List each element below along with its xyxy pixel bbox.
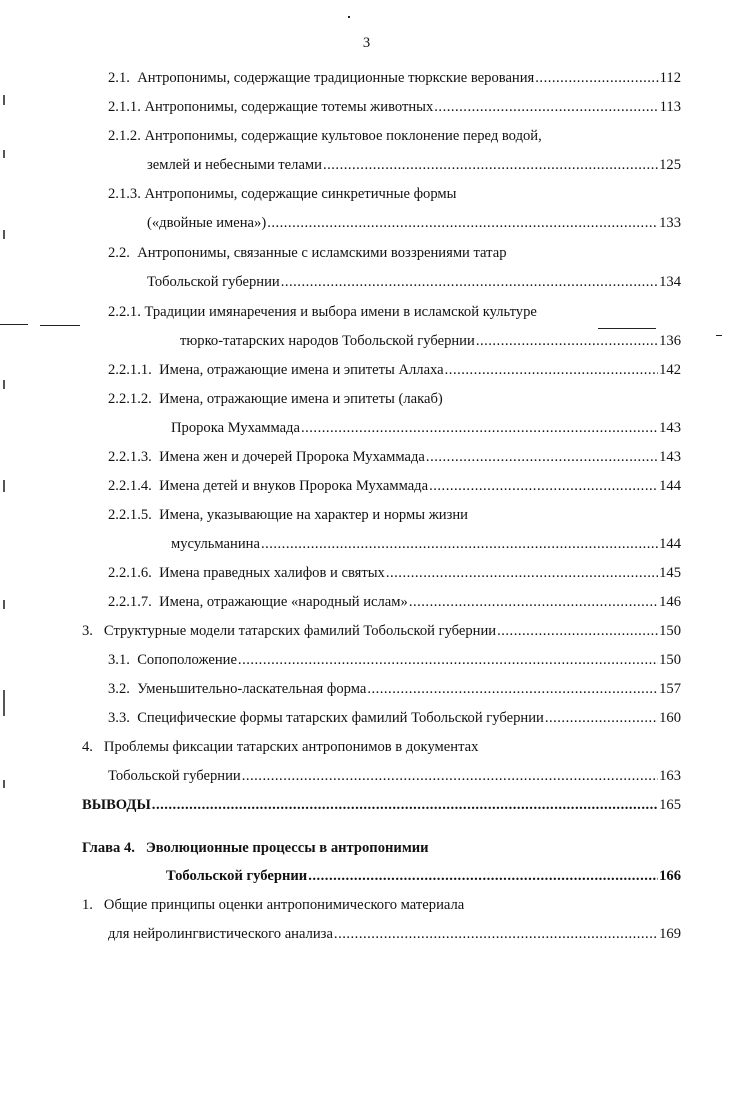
toc-entry-page: 133 <box>659 215 681 231</box>
page-number: 3 <box>362 35 371 51</box>
toc-entry-title: Имена, отражающие «народный ислам» <box>159 594 408 610</box>
toc-entry-page: 163 <box>659 768 681 784</box>
toc-entry-number: 2.2.1. <box>108 304 141 320</box>
toc-entry-title: Специфические формы татарских фамилий Тобольской губернии <box>137 710 544 726</box>
leader-dots <box>429 476 658 496</box>
leader-dots <box>476 331 658 351</box>
toc-entry-number: 2.1.2. <box>108 128 141 144</box>
toc-entry-page: 136 <box>659 333 681 349</box>
toc-entry-title: Уменьшительно-ласкательная форма <box>137 681 367 697</box>
toc-entry-title-cont: землей и небесными телами <box>147 157 322 173</box>
toc-entry <box>108 97 681 117</box>
toc-entry-title: Антропонимы, содержащие традиционные тюркские верования <box>137 70 535 86</box>
toc-entry-title: Антропонимы, связанные с исламскими воззрениями татар <box>137 245 507 261</box>
toc-entry <box>108 126 542 146</box>
leader-dots <box>434 97 658 117</box>
toc-entry-title: ВЫВОДЫ <box>82 797 151 813</box>
leader-dots <box>308 866 658 886</box>
leader-dots <box>426 447 658 467</box>
toc-entry-title: Имена детей и внуков Пророка Мухаммада <box>159 478 429 494</box>
scan-mark-line <box>40 325 80 326</box>
toc-entry-number: 2.2.1.3. <box>108 449 152 465</box>
toc-entry-number: 3. <box>82 623 93 639</box>
toc-entry <box>108 679 681 699</box>
toc-entry-page: 166 <box>659 868 681 884</box>
toc-entry-continuation <box>147 272 681 292</box>
toc-entry-title-cont: для нейролингвистического анализа <box>108 926 333 942</box>
toc-entry-page: 146 <box>659 594 681 610</box>
toc-chapter-heading: Глава 4. Эволюционные процессы в антропонимии <box>82 840 429 856</box>
leader-dots <box>152 795 658 815</box>
toc-entry-title-cont: тюрко-татарских народов Тобольской губернии <box>180 333 475 349</box>
toc-entry-page: 160 <box>659 710 681 726</box>
toc-entry-title-cont: Тобольской губернии <box>108 768 241 784</box>
scan-margin-mark <box>3 780 5 788</box>
toc-entry-number: 2.2.1.6. <box>108 565 152 581</box>
toc-entry-continuation <box>108 924 681 944</box>
scan-margin-mark <box>3 380 5 389</box>
toc-entry-number: 2.2.1.4. <box>108 478 152 494</box>
toc-entry-continuation <box>171 418 681 438</box>
toc-entry-page: 142 <box>659 362 681 378</box>
toc-entry <box>108 447 681 467</box>
toc-entry-title-cont: Тобольской губернии <box>166 868 308 884</box>
toc-entry-number: 2.2.1.2. <box>108 391 152 407</box>
scan-mark-line <box>716 335 722 336</box>
toc-entry-number: 2.2.1.1. <box>108 362 152 378</box>
toc-entry-title: Антропонимы, содержащие культовое поклонение перед водой, <box>144 128 542 144</box>
toc-entry-page: 150 <box>659 623 681 639</box>
toc-entry-page: 144 <box>659 478 681 494</box>
scan-dot <box>348 16 350 18</box>
toc-entry-page: 169 <box>659 926 681 942</box>
leader-dots <box>242 766 658 786</box>
toc-entry-number: 2.1.1. <box>108 99 141 115</box>
toc-entry-continuation <box>147 213 681 233</box>
toc-entry-title: Имена, указывающие на характер и нормы жизни <box>159 507 468 523</box>
scan-margin-mark <box>3 480 5 492</box>
toc-entry-title: Сопоположение <box>137 652 237 668</box>
toc-entry-continuation <box>171 534 681 554</box>
toc-entry-continuation <box>108 766 681 786</box>
toc-entry-number: 2.1.3. <box>108 186 141 202</box>
toc-entry-title-cont: Тобольской губернии <box>147 274 280 290</box>
toc-entry-page: 165 <box>659 797 681 813</box>
toc-entry-page: 144 <box>659 536 681 552</box>
toc-entry <box>82 621 681 641</box>
toc-entry-title: Традиции имянаречения и выбора имени в исламской культуре <box>144 304 537 320</box>
toc-entry <box>108 650 681 670</box>
toc-entry-title: Структурные модели татарских фамилий Тобольской губернии <box>103 623 497 639</box>
toc-entry-title-cont: Пророка Мухаммада <box>171 420 300 436</box>
scan-mark-line <box>598 328 656 329</box>
leader-dots <box>281 272 658 292</box>
leader-dots <box>301 418 658 438</box>
toc-entry-page: 157 <box>659 681 681 697</box>
toc-entry-number: 1. <box>82 897 93 913</box>
toc-entry-conclusions <box>82 795 681 815</box>
toc-entry-title-cont: мусульманина <box>171 536 260 552</box>
toc-entry-page: 112 <box>659 70 681 86</box>
toc-entry-number: 3.2. <box>108 681 130 697</box>
toc-entry-number: 2.2.1.7. <box>108 594 152 610</box>
toc-entry <box>108 389 443 409</box>
toc-entry-number: 3.1. <box>108 652 130 668</box>
toc-entry-number: 4. <box>82 739 93 755</box>
leader-dots <box>261 534 658 554</box>
toc-entry-title: Антропонимы, содержащие тотемы животных <box>144 99 434 115</box>
toc-entry-continuation <box>147 155 681 175</box>
toc-entry-page: 143 <box>659 420 681 436</box>
toc-entry-title: Проблемы фиксации татарских антропонимов в документах <box>103 739 479 755</box>
scan-margin-mark <box>3 230 5 239</box>
leader-dots <box>238 650 658 670</box>
leader-dots <box>545 708 658 728</box>
toc-entry-number: 2.2. <box>108 245 130 261</box>
toc-entry-page: 113 <box>659 99 681 115</box>
toc-entry <box>108 243 507 263</box>
toc-entry-continuation <box>180 331 681 351</box>
toc-entry-number: 3.3. <box>108 710 130 726</box>
scan-margin-mark <box>3 95 5 105</box>
toc-chapter-continuation <box>166 866 681 886</box>
toc-entry-title: Имена жен и дочерей Пророка Мухаммада <box>159 449 425 465</box>
toc-entry <box>108 505 468 525</box>
toc-entry-page: 145 <box>659 565 681 581</box>
toc-entry <box>108 184 456 204</box>
scan-mark-line <box>0 324 28 325</box>
toc-entry-title: Имена праведных халифов и святых <box>159 565 385 581</box>
toc-entry-title-cont: («двойные имена») <box>147 215 267 231</box>
leader-dots <box>409 592 658 612</box>
leader-dots <box>334 924 658 944</box>
toc-entry-number: 2.1. <box>108 70 130 86</box>
toc-entry <box>82 737 478 757</box>
toc-entry-title: Имена, отражающие имена и эпитеты (лакаб) <box>159 391 443 407</box>
toc-entry-number: 2.2.1.5. <box>108 507 152 523</box>
scan-margin-mark <box>3 600 5 609</box>
leader-dots <box>497 621 658 641</box>
toc-entry <box>82 895 464 915</box>
toc-entry-title: Антропонимы, содержащие синкретичные формы <box>144 186 457 202</box>
toc-entry <box>108 708 681 728</box>
toc-entry-page: 150 <box>659 652 681 668</box>
toc-entry <box>108 360 681 380</box>
toc-entry-page: 125 <box>659 157 681 173</box>
toc-entry <box>108 302 537 322</box>
toc-entry-page: 143 <box>659 449 681 465</box>
leader-dots <box>445 360 658 380</box>
leader-dots <box>535 68 658 88</box>
toc-entry-page: 134 <box>659 274 681 290</box>
leader-dots <box>323 155 658 175</box>
toc-entry <box>108 563 681 583</box>
scan-margin-mark <box>3 690 5 716</box>
toc-entry-title: Общие принципы оценки антропонимического материала <box>103 897 465 913</box>
leader-dots <box>386 563 658 583</box>
toc-entry-title: Имена, отражающие имена и эпитеты Аллаха <box>159 362 444 378</box>
scan-margin-mark <box>3 150 5 158</box>
toc-entry <box>108 68 681 88</box>
toc-entry <box>108 592 681 612</box>
toc-entry <box>108 476 681 496</box>
leader-dots <box>267 213 658 233</box>
leader-dots <box>367 679 658 699</box>
